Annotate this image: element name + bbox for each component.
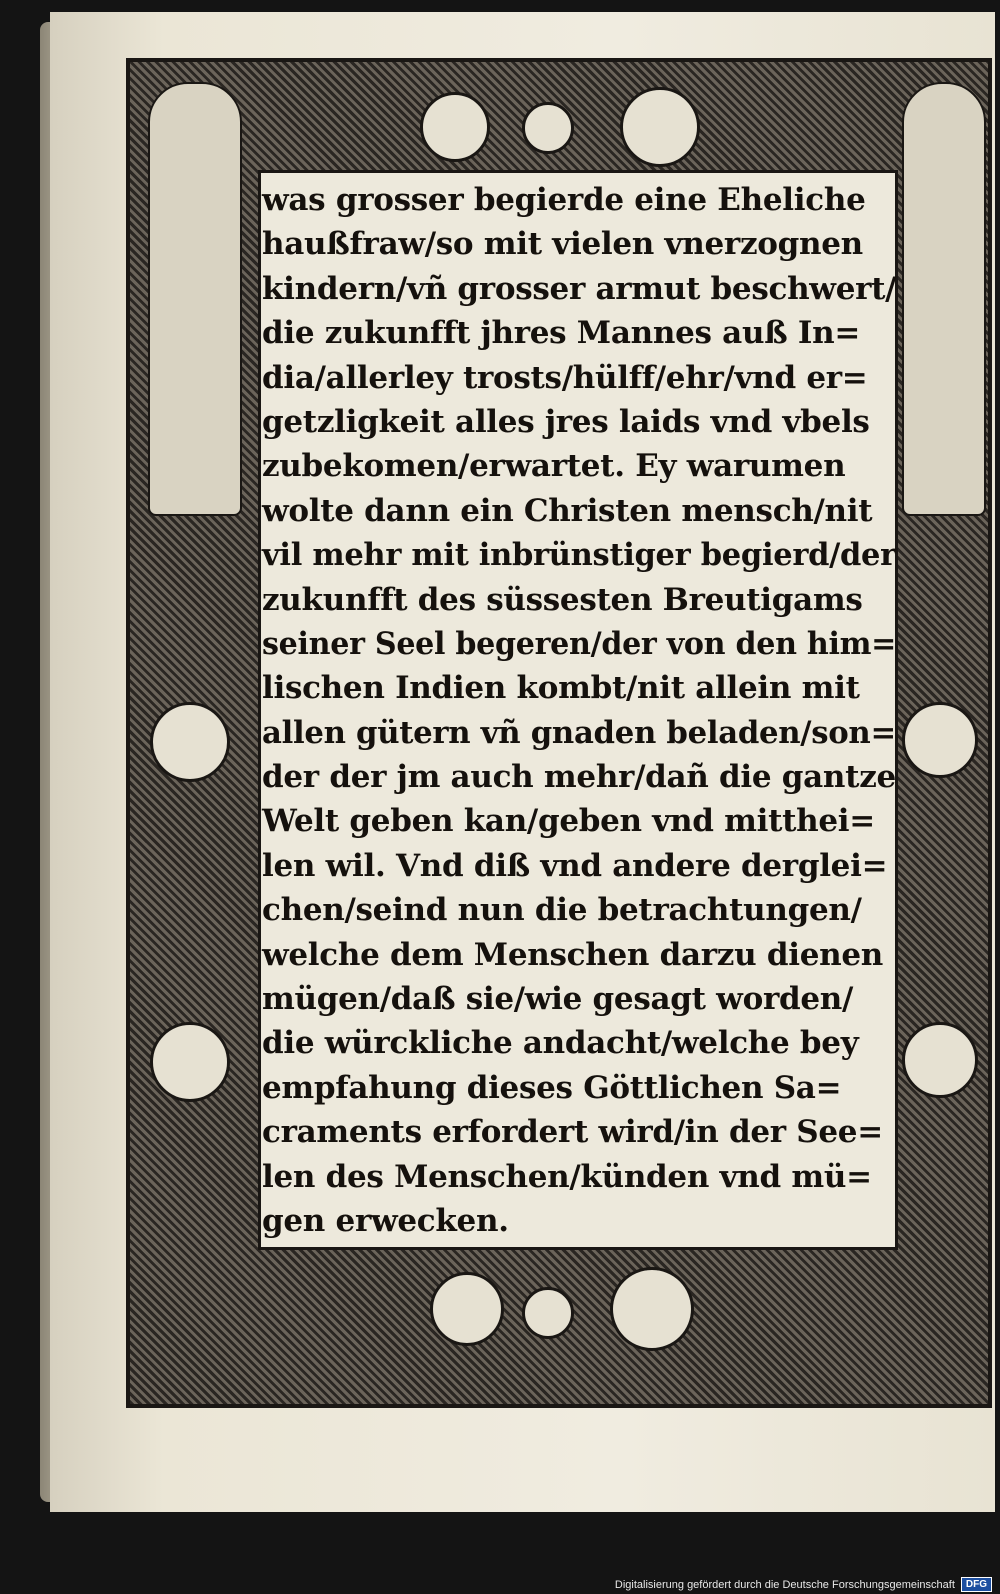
text-line: len wil. Vnd diß vnd andere derglei= [262, 847, 888, 884]
text-line: lischen Indien kombt/nit allein mit [262, 670, 860, 707]
text-line: craments erfordert wird/in der See= [262, 1114, 883, 1151]
scroll-ornament-left-2 [150, 1022, 230, 1102]
text-line: haußfraw/so mit vielen vnerzognen [262, 226, 863, 263]
figure-left-column [148, 82, 242, 516]
text-line: empfahung dieses Göttlichen Sa= [262, 1069, 842, 1106]
text-line: vil mehr mit inbrünstiger begierd/der [262, 537, 896, 574]
text-line: mügen/daß sie/wie gesagt worden/ [262, 981, 854, 1018]
text-line: wolte dann ein Christen mensch/nit [262, 492, 873, 529]
figure-right-column [902, 82, 986, 516]
text-line: die würckliche andacht/welche bey [262, 1025, 859, 1062]
text-line: zukunfft des süssesten Breutigams [262, 581, 863, 618]
scroll-ornament-top-right [620, 87, 700, 167]
text-line: was grosser begierde eine Eheliche [262, 182, 866, 218]
text-line: der der jm auch mehr/dañ die gantze [262, 759, 896, 796]
funding-credit: Digitalisierung gefördert durch die Deutsche Forschungsgemeinschaft [614, 1578, 955, 1591]
scroll-ornament-bottom-left [430, 1272, 504, 1346]
flower-ornament-top [522, 102, 574, 154]
text-line: allen gütern vñ gnaden beladen/son= [262, 714, 896, 751]
scroll-ornament-left-1 [150, 702, 230, 782]
text-line: gen erwecken. [262, 1202, 509, 1239]
text-line: getzligkeit alles jres laids vnd vbels [262, 403, 870, 440]
text-line: chen/seind nun die betrachtungen/ [262, 892, 862, 929]
text-line: dia/allerley trosts/hülff/ehr/vnd er= [262, 359, 868, 396]
text-line: welche dem Menschen darzu dienen [262, 936, 884, 973]
text-line: zubekomen/erwartet. Ey warumen [262, 448, 846, 485]
text-line: seiner Seel begeren/der von den him= [262, 625, 897, 662]
text-line: kindern/vñ grosser armut beschwert/ [262, 270, 897, 307]
scroll-ornament-right-1 [902, 702, 978, 778]
scroll-ornament-bottom-right [610, 1267, 694, 1351]
dfg-logo-icon[interactable]: DFG [961, 1577, 992, 1592]
body-text [262, 178, 896, 1243]
text-line: Welt geben kan/geben vnd mitthei= [262, 803, 875, 840]
text-line: die zukunfft jhres Mannes auß In= [262, 315, 861, 352]
scroll-ornament-top-left [420, 92, 490, 162]
flower-ornament-bottom [522, 1287, 574, 1339]
text-line: len des Menschen/künden vnd mü= [262, 1158, 872, 1195]
digitization-footer [615, 1577, 992, 1592]
scroll-ornament-right-2 [902, 1022, 978, 1098]
